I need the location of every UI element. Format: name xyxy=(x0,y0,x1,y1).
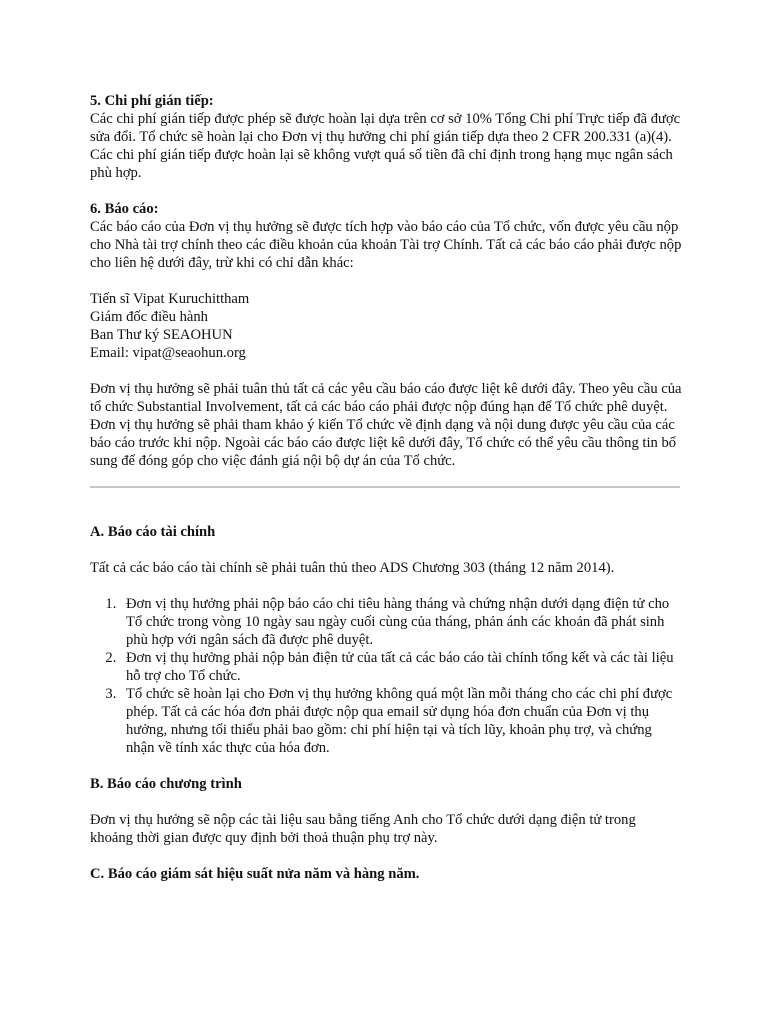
section-program-reports xyxy=(90,775,682,847)
section-performance-reports xyxy=(90,865,682,883)
list-item: 1. Đơn vị thụ hưởng phải nộp báo cáo chi tiêu hàng tháng và chứng nhận dưới dạng điện tử cho Tổ chức trong vòng 10 ngày sau ngày cuối cùng của tháng, phản ánh các khoản đã phát sinh phù hợp với ngân sách đã được phê duyệt. xyxy=(120,595,682,649)
contact-title: Giám đốc điều hành xyxy=(90,309,208,325)
section-divider xyxy=(90,486,680,488)
section-reports xyxy=(90,200,682,470)
section-5-heading: 5. Chi phí gián tiếp: xyxy=(90,93,214,109)
section-financial-reports xyxy=(90,523,682,757)
contact-name: Tiến sĩ Vipat Kuruchittham xyxy=(90,291,250,307)
contact-org: Ban Thư ký SEAOHUN xyxy=(90,327,233,343)
section-5-body: Các chi phí gián tiếp được phép sẽ được hoàn lại dựa trên cơ sở 10% Tổng Chi phí Trực tiếp đã được sửa đổi. Tổ chức sẽ hoàn lại cho Đơn vị thụ hưởng chi phí gián tiếp dựa theo 2 CFR 200.331 (a)(4). Các chi phí gián tiếp được hoàn lại sẽ không vượt quá số tiền đã chỉ định trong hạng mục ngân sách phù hợp. xyxy=(90,111,681,181)
section-a-intro: Tất cả các báo cáo tài chính sẽ phải tuân thủ theo ADS Chương 303 (tháng 12 năm 2014). xyxy=(90,560,615,576)
section-a-heading: A. Báo cáo tài chính xyxy=(90,524,216,540)
section-indirect-costs xyxy=(90,92,682,182)
document-page xyxy=(90,92,682,883)
section-c-heading: C. Báo cáo giám sát hiệu suất nửa năm và hàng năm. xyxy=(90,866,420,882)
compliance-paragraph: Đơn vị thụ hưởng sẽ phải tuân thủ tất cả các yêu cầu báo cáo được liệt kê dưới đây. Theo yêu cầu của tổ chức Substantial Involvement, tất cả các báo cáo phải được nộp đúng hạn để Tổ chức phê duyệt. Đơn vị thụ hưởng sẽ phải tham khảo ý kiến Tổ chức về định dạng và nội dung được yêu cầu của các báo cáo trước khi nộp. Ngoài các báo cáo được liệt kê dưới đây, Tổ chức có thể yêu cầu thông tin bổ sung để đóng góp cho việc đánh giá nội bộ dự án của Tổ chức. xyxy=(90,381,682,469)
contact-block xyxy=(90,290,682,362)
financial-requirements-list xyxy=(90,595,682,757)
contact-email: Email: vipat@seaohun.org xyxy=(90,345,246,361)
list-item: 3. Tổ chức sẽ hoàn lại cho Đơn vị thụ hưởng không quá một lần mỗi tháng cho các chi phí được phép. Tất cả các hóa đơn phải được nộp qua email sử dụng hóa đơn chuẩn của Đơn vị thụ hưởng, nhưng tối thiểu phải bao gồm: chi phí hiện tại và tích lũy, khoản phụ trợ, và chứng nhận về tính xác thực của hóa đơn. xyxy=(120,685,682,757)
section-6-heading: 6. Báo cáo: xyxy=(90,201,159,217)
list-item: 2. Đơn vị thụ hưởng phải nộp bản điện tử của tất cả các báo cáo tài chính tổng kết và các tài liệu hỗ trợ cho Tổ chức. xyxy=(120,649,682,685)
section-b-heading: B. Báo cáo chương trình xyxy=(90,776,242,792)
section-b-body: Đơn vị thụ hưởng sẽ nộp các tài liệu sau bằng tiếng Anh cho Tổ chức dưới dạng điện tử trong khoảng thời gian được quy định bởi thoả thuận phụ trợ này. xyxy=(90,812,636,846)
section-6-body: Các báo cáo của Đơn vị thụ hưởng sẽ được tích hợp vào báo cáo của Tổ chức, vốn được yêu cầu nộp cho Nhà tài trợ chính theo các điều khoản của khoản Tài trợ Chính. Tất cả các báo cáo phải được nộp cho liên hệ dưới đây, trừ khi có chỉ dẫn khác: xyxy=(90,219,682,271)
